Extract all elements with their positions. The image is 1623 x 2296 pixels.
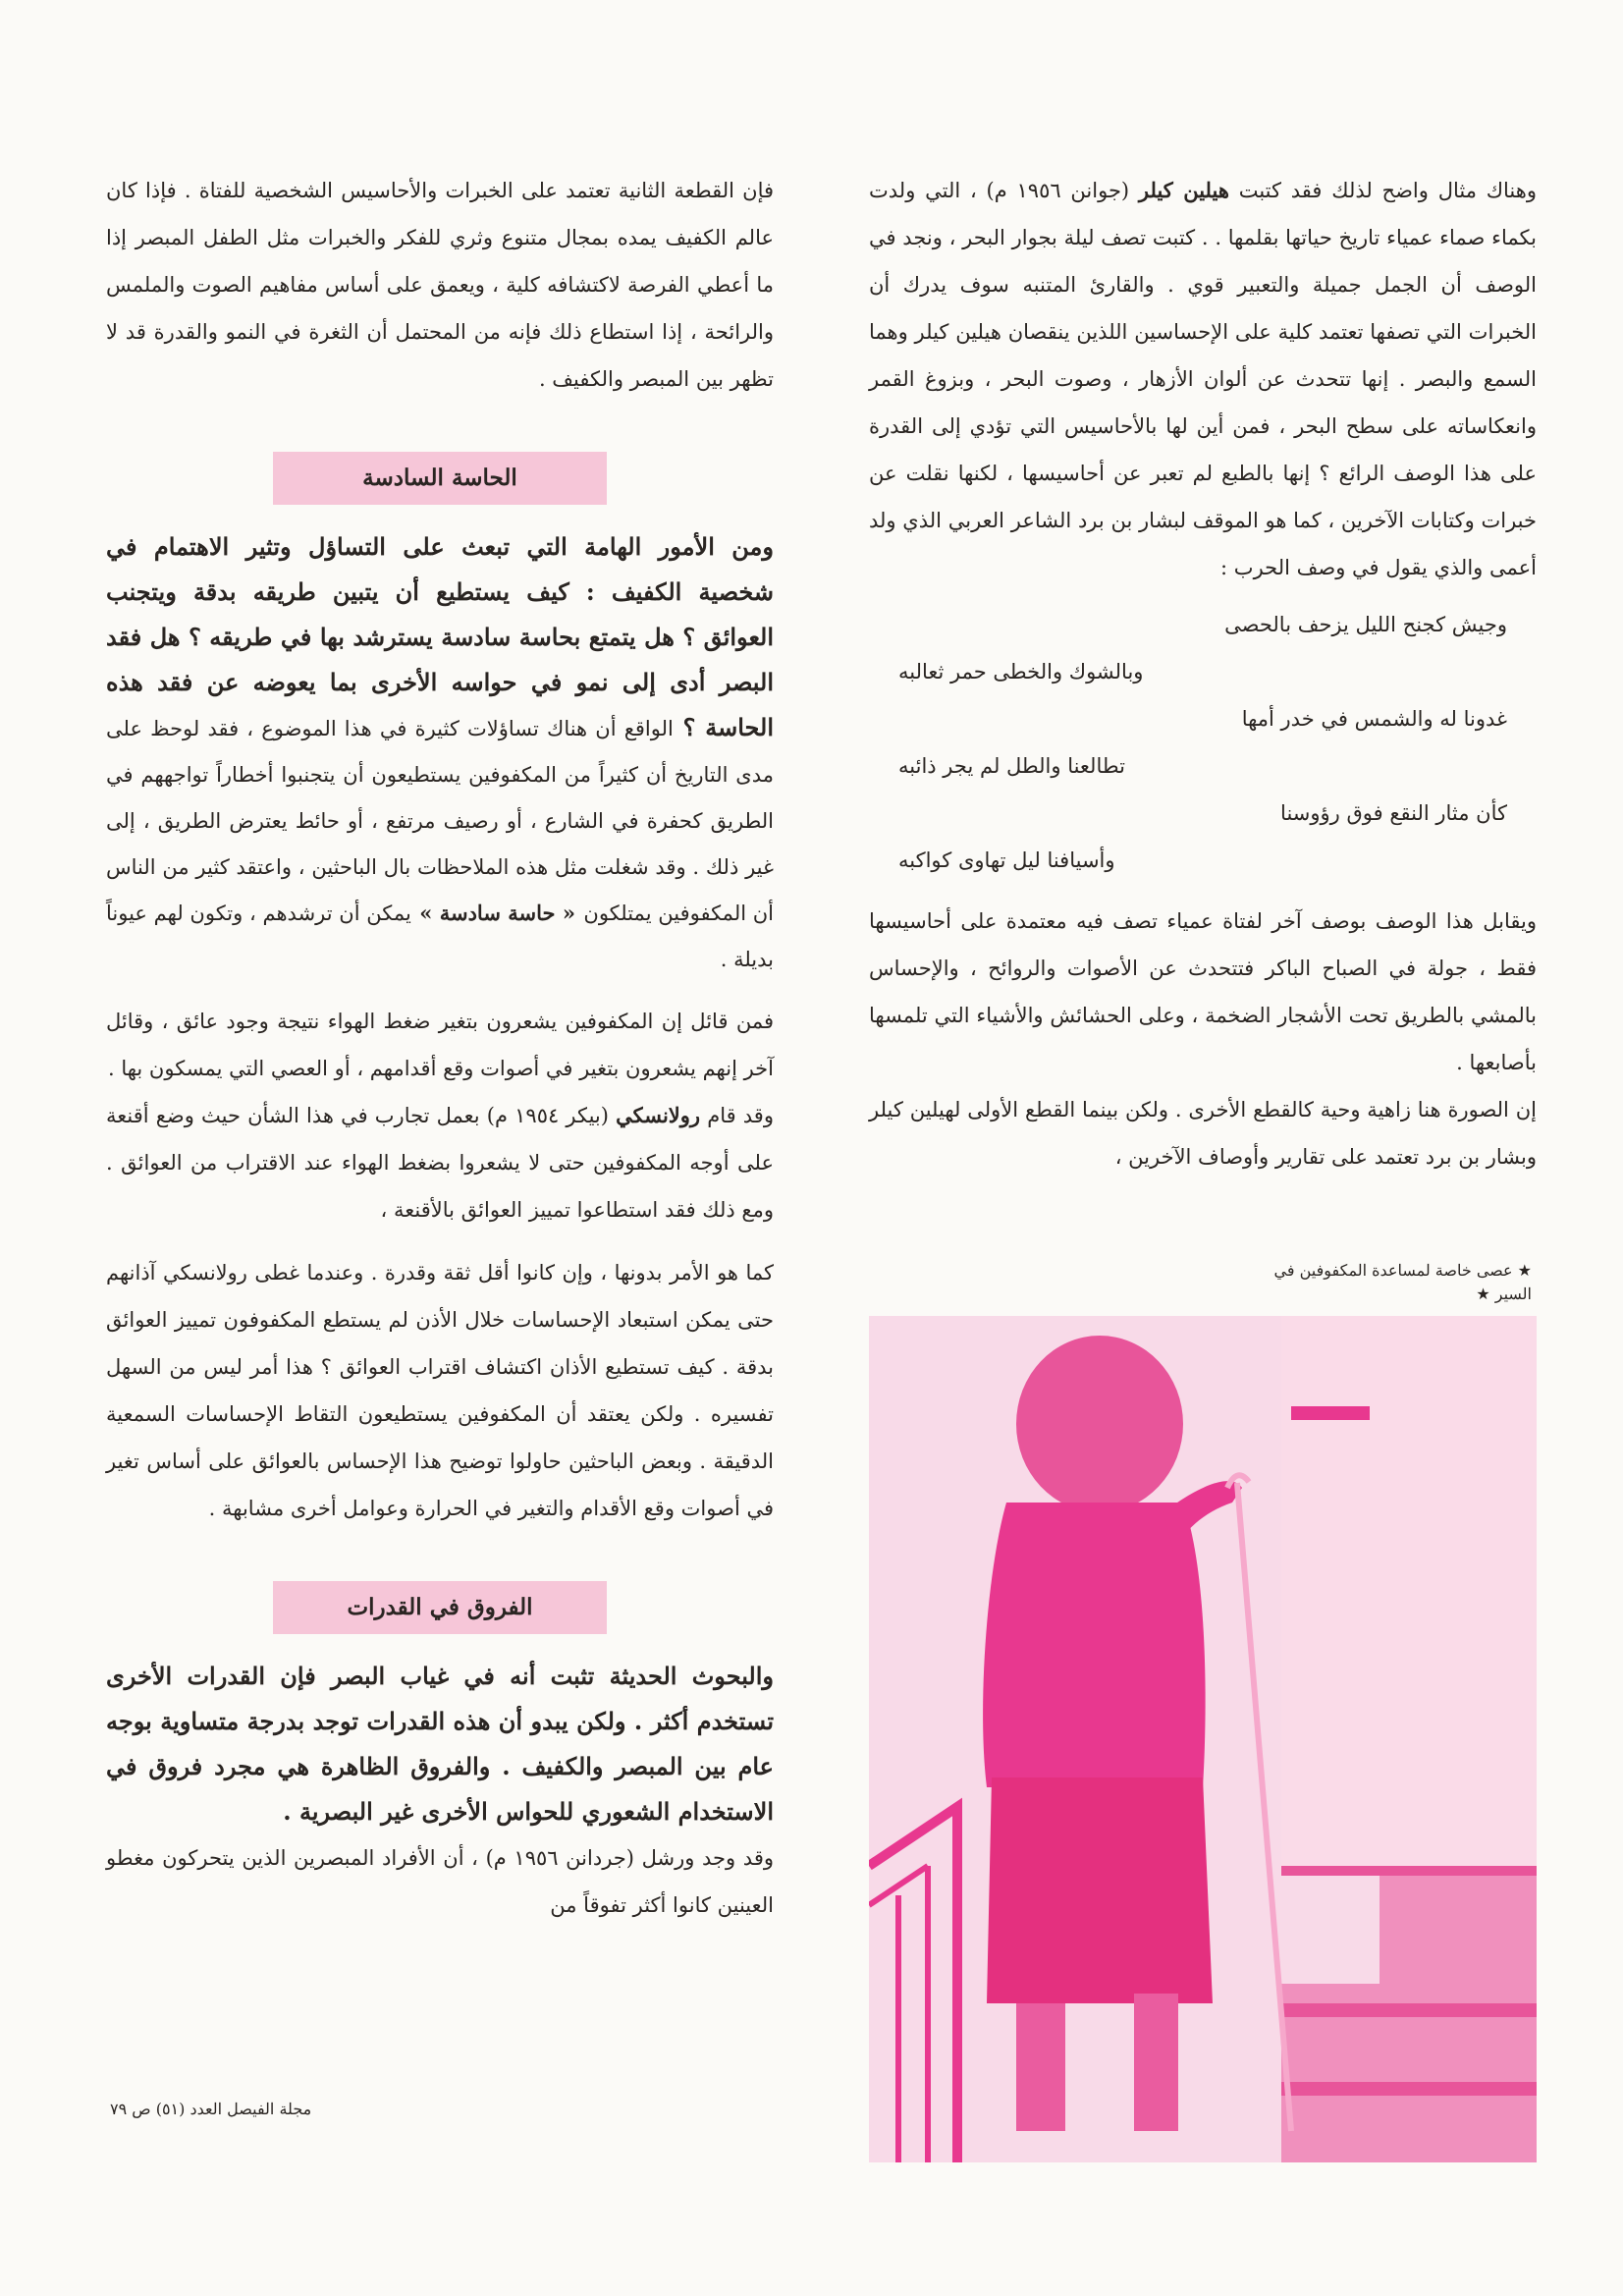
continuation-paragraph: فإن القطعة الثانية تعتمد على الخبرات والأحاسيس الشخصية للفتاة . فإذا كان عالم الكفيف يمده بمجال متنوع وثري للفكر والخبرات مثل الطفل المبصر إذا ما أعطي الفرصة لاكتشافه كلية ، ويعمق على أساس مفاهيم الصوت والملمس والرائحة ، إذا استطاع ذلك فإنه من المحتمل أن الثغرة في النمو والقدرة قد لا تظهر بين المبصر والكفيف . — [106, 179, 774, 391]
section-heading-ability-differences: الفروق في القدرات — [273, 1581, 607, 1634]
page-footer: مجلة الفيصل العدد (٥١) ص ٧٩ — [110, 2100, 312, 2118]
poem-verse: تطالعنا والطل لم يجر ذائبه — [898, 754, 1125, 778]
ability-differences-lead: والبحوث الحديثة تثبت أنه في غياب البصر فإن القدرات الأخرى تستخدم أكثر . ولكن يبدو أن هذه القدرات توجد بدرجة متساوية بوجه عام بين المبصر والكفيف . والفروق الظاهرة هي مجرد فروق في الاستخدام الشعوري للحواس الأخرى غير البصرية . — [106, 1662, 775, 1826]
air-pressure-paragraph: فمن قائل إن المكفوفين يشعرون بتغير ضغط الهواء نتيجة وجود عائق ، وقائل آخر إنهم يشعرون بتغير في أصوات وقع أقدامهم ، أو العصي التي يمسكون بها . — [106, 1010, 774, 1080]
rolanski-name: رولانسكي — [616, 1103, 701, 1127]
right-column — [869, 167, 1537, 1180]
poem-verse: وجيش كجنح الليل يزحف بالحصى — [1224, 613, 1507, 636]
section-heading-sixth-sense: الحاسة السادسة — [273, 452, 607, 505]
blind-girl-paragraph: ويقابل هذا الوصف بوصف آخر لفتاة عمياء تصف فيه معتمدة على أحاسيسها فقط ، جولة في الصباح الباكر فتتحدث عن الأصوات والروائح ، والإحساس بالمشي بالطريق تحت الأشجار الضخمة ، وعلى الحشائش والأشياء التي تلمسها بأصابعها . — [869, 909, 1537, 1074]
worchel-paragraph: وقد وجد ورشل (جردانن ١٩٥٦ م) ، أن الأفراد المبصرين الذين يتحركون مغطو العينين كانوا أكثر تفوقاً من — [106, 1846, 774, 1917]
sixth-sense-term: « حاسة سادسة » — [419, 901, 575, 925]
comparison-paragraph: إن الصورة هنا زاهية وحية كالقطع الأخرى . ولكن بينما القطع الأولى لهيلين كيلر وبشار بن برد تعتمد على تقارير وأوصاف الآخرين ، — [869, 1098, 1537, 1169]
helen-keller-name: هيلين كيلر — [1138, 178, 1229, 202]
photo-blind-woman-with-cane — [869, 1316, 1537, 2162]
photo-caption: ★ عصى خاصة لمساعدة المكفوفين في السير ★ — [1273, 1261, 1532, 1303]
helen-keller-paragraph: وهناك مثال واضح لذلك فقد كتبت هيلين كيلر (جوانن ١٩٥٦ م) ، التي ولدت بكماء صماء عمياء تاريخ حياتها بقلمها . . كتبت تصف ليلة بجوار البحر ، ونجد في الوصف أن الجمل جميلة والتعبير قوي . والقارئ المتنبه سوف يدرك أن الخبرات التي تصفها تعتمد كلية على الإحساسين اللذين ينقصان هيلين كيلر وهما السمع والبصر . إنها تتحدث عن ألوان الأزهار ، وصوت البحر ، وبزوغ القمر وانعكاساته على سطح البحر ، فمن أين لها بالأحاسيس التي تؤدي إلى القدرة على هذا الوصف الرائع ؟ إنها بالطبع لم تعبر عن أحاسيسها ، لكنها نقلت عن خبرات وكتابات الآخرين ، كما هو الموقف لبشار بن برد الشاعر العربي الذي ولد أعمى والذي يقول في وصف الحرب : — [869, 178, 1537, 579]
poem-verse: وبالشوك والخطى حمر ثعالبه — [898, 660, 1144, 683]
poem-verse: غدونا له والشمس في خدر أمها — [1241, 707, 1507, 731]
poem-verse: وأسيافنا ليل تهاوى كواكبه — [898, 848, 1115, 872]
sixth-sense-lead: ومن الأمور الهامة التي تبعث على التساؤل وتثير الاهتمام في شخصية الكفيف : كيف يستطيع أن يتبين طريقه بدقة ويتجنب العوائق ؟ هل يتمتع بحاسة سادسة يسترشد بها في طريقه ؟ هل فقد البصر أدى إلى نمو في حواسه الأخرى بما يعوضه عن فقد هذه الحاسة ؟ الواقع أن هناك تساؤلات كثيرة في هذا الموضوع ، فقد لوحظ على مدى التاريخ أن كثيراً من المكفوفين يستطيعون أن يتجنبوا أخطاراً تواجههم في الطريق كحفرة في الشارع ، أو رصيف مرتفع ، أو حائط يعترض الطريق ، إلى غير ذلك . وقد شغلت مثل هذه الملاحظات بال الباحثين ، واعتقد كثير من الناس أن المكفوفين يمتلكون « حاسة سادسة » يمكن أن ترشدهم ، وتكون لهم عيوناً بديلة . — [106, 532, 775, 971]
poem-verse: كأن مثار النقع فوق رؤوسنا — [1280, 801, 1507, 825]
left-column — [106, 167, 774, 1929]
poem — [869, 601, 1537, 884]
hearing-paragraph: كما هو الأمر بدونها ، وإن كانوا أقل ثقة وقدرة . وعندما غطى رولانسكي آذانهم حتى يمكن استبعاد الإحساسات خلال الأذن لم يستطع المكفوفون تمييز العوائق بدقة . كيف تستطيع الأذان اكتشاف اقتراب العوائق ؟ هذا أمر ليس من السهل تفسيره . ولكن يعتقد أن المكفوفين يستطيعون التقاط الإحساسات السمعية الدقيقة . وبعض الباحثين حاولوا توضيح هذا الإحساس بالعوائق على أساس تغير في أصوات وقع الأقدام والتغير في الحرارة وعوامل أخرى مشابهة . — [106, 1261, 774, 1520]
rolanski-paragraph: وقد قام رولانسكي (بيكر ١٩٥٤ م) بعمل تجارب في هذا الشأن حيث وضع أقنعة على أوجه المكفوفين حتى لا يشعروا بضغط الهواء عند الاقتراب من العوائق . ومع ذلك فقد استطاعوا تمييز العوائق بالأقنعة ، — [106, 1103, 774, 1222]
